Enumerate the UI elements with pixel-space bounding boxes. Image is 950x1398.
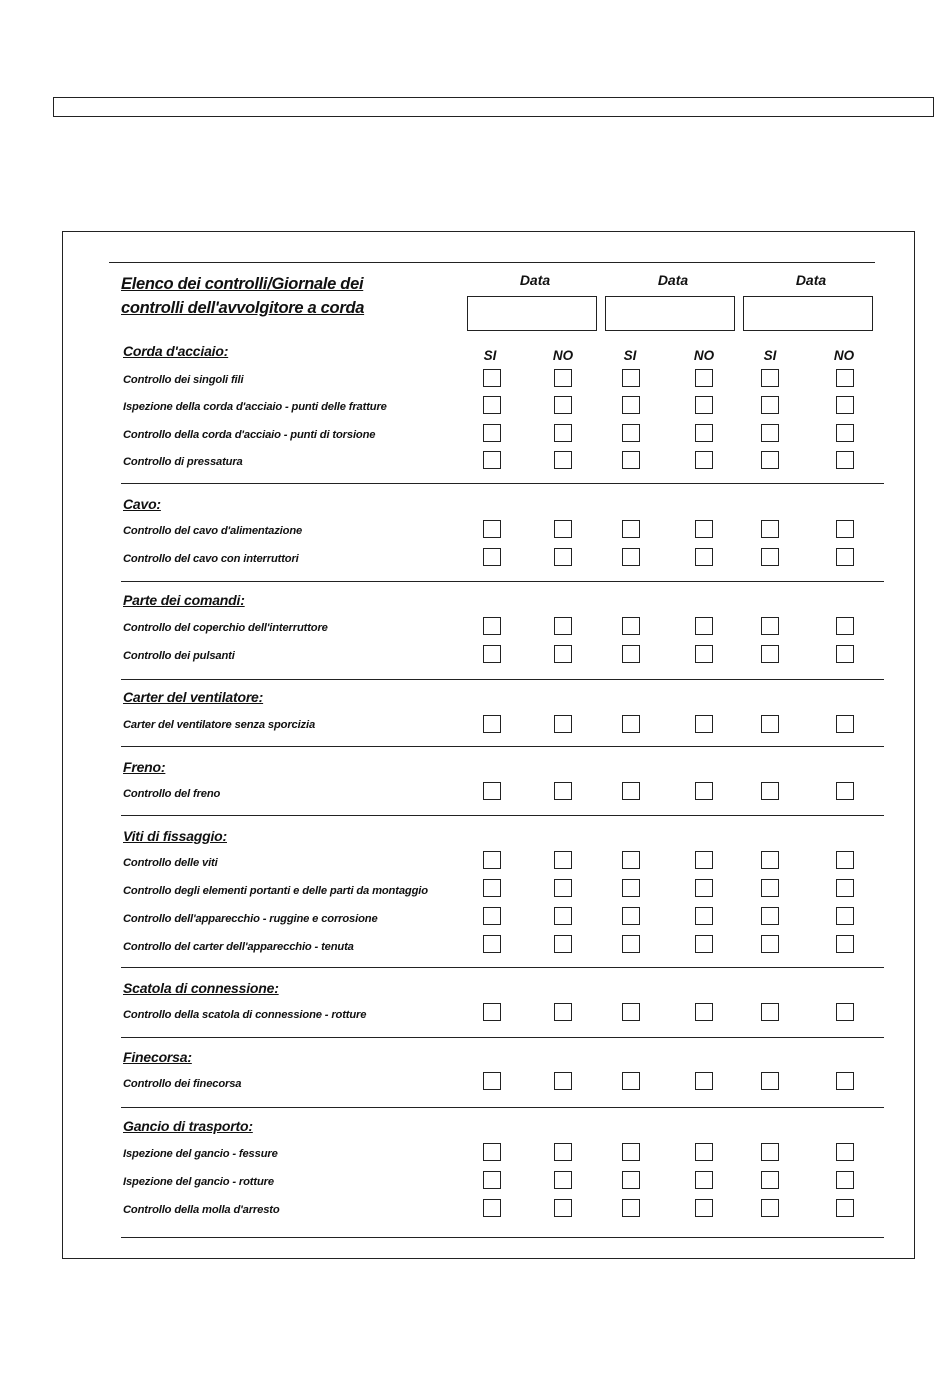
si-checkbox-2[interactable] (622, 520, 640, 538)
check-item-label: Controllo della scatola di connessione - rotture (123, 1009, 367, 1021)
date-header-1: Data (519, 272, 551, 288)
no-checkbox-3[interactable] (836, 451, 854, 469)
no-checkbox-2[interactable] (695, 1072, 713, 1090)
si-checkbox-1[interactable] (483, 369, 501, 387)
check-item-label: Controllo delle viti (123, 857, 218, 869)
no-checkbox-1[interactable] (554, 1072, 572, 1090)
si-checkbox-1[interactable] (483, 548, 501, 566)
si-checkbox-2[interactable] (622, 1171, 640, 1189)
check-item-label: Controllo dei singoli fili (123, 374, 244, 386)
no-checkbox-2[interactable] (695, 548, 713, 566)
si-checkbox-1[interactable] (483, 1171, 501, 1189)
si-checkbox-1[interactable] (483, 451, 501, 469)
no-checkbox-2[interactable] (695, 369, 713, 387)
date-input-2[interactable] (605, 296, 735, 331)
no-checkbox-3[interactable] (836, 424, 854, 442)
no-checkbox-1[interactable] (554, 851, 572, 869)
si-checkbox-3[interactable] (761, 715, 779, 733)
title-line-1: Elenco dei controlli/Giornale dei (121, 275, 364, 293)
si-checkbox-3[interactable] (761, 369, 779, 387)
top-divider (109, 262, 875, 263)
section-title: Viti di fissaggio: (123, 828, 227, 844)
no-checkbox-3[interactable] (836, 617, 854, 635)
section-title: Gancio di trasporto: (123, 1118, 253, 1134)
no-checkbox-2[interactable] (695, 645, 713, 663)
no-checkbox-2[interactable] (695, 1143, 713, 1161)
no-checkbox-3[interactable] (836, 1171, 854, 1189)
si-checkbox-3[interactable] (761, 1143, 779, 1161)
si-checkbox-2[interactable] (622, 1072, 640, 1090)
no-checkbox-1[interactable] (554, 907, 572, 925)
no-checkbox-1[interactable] (554, 715, 572, 733)
no-checkbox-1[interactable] (554, 1171, 572, 1189)
no-checkbox-3[interactable] (836, 1143, 854, 1161)
section-divider (121, 815, 884, 816)
no-checkbox-3[interactable] (836, 548, 854, 566)
section-divider (121, 1237, 884, 1238)
check-item-label: Controllo degli elementi portanti e delle parti da montaggio (123, 885, 428, 897)
si-checkbox-2[interactable] (622, 715, 640, 733)
no-checkbox-2[interactable] (695, 1003, 713, 1021)
si-checkbox-3[interactable] (761, 935, 779, 953)
section-divider (121, 679, 884, 680)
check-item-label: Controllo del coperchio dell'interruttore (123, 622, 328, 634)
si-checkbox-2[interactable] (622, 935, 640, 953)
si-checkbox-2[interactable] (622, 907, 640, 925)
no-checkbox-3[interactable] (836, 782, 854, 800)
no-checkbox-1[interactable] (554, 645, 572, 663)
no-checkbox-2[interactable] (695, 451, 713, 469)
check-item-label: Controllo del cavo con interruttori (123, 553, 299, 565)
check-item-label: Controllo del cavo d'alimentazione (123, 525, 303, 537)
no-label-1: NO (552, 348, 574, 363)
si-checkbox-2[interactable] (622, 369, 640, 387)
si-checkbox-1[interactable] (483, 782, 501, 800)
no-checkbox-2[interactable] (695, 782, 713, 800)
si-checkbox-3[interactable] (761, 907, 779, 925)
no-checkbox-3[interactable] (836, 851, 854, 869)
no-label-3: NO (833, 348, 855, 363)
check-item-label: Ispezione della corda d'acciaio - punti delle fratture (123, 401, 387, 413)
si-checkbox-3[interactable] (761, 1003, 779, 1021)
si-checkbox-1[interactable] (483, 879, 501, 897)
no-checkbox-2[interactable] (695, 715, 713, 733)
si-checkbox-1[interactable] (483, 935, 501, 953)
si-checkbox-3[interactable] (761, 424, 779, 442)
si-checkbox-3[interactable] (761, 782, 779, 800)
check-item-label: Controllo dell'apparecchio - ruggine e corrosione (123, 913, 378, 925)
section-divider (121, 967, 884, 968)
si-checkbox-3[interactable] (761, 396, 779, 414)
si-checkbox-1[interactable] (483, 1199, 501, 1217)
no-checkbox-1[interactable] (554, 879, 572, 897)
no-checkbox-2[interactable] (695, 520, 713, 538)
no-checkbox-1[interactable] (554, 424, 572, 442)
si-checkbox-1[interactable] (483, 396, 501, 414)
si-checkbox-2[interactable] (622, 645, 640, 663)
no-checkbox-2[interactable] (695, 851, 713, 869)
si-checkbox-2[interactable] (622, 851, 640, 869)
no-checkbox-3[interactable] (836, 907, 854, 925)
no-checkbox-1[interactable] (554, 1143, 572, 1161)
check-item-label: Ispezione del gancio - fessure (123, 1148, 278, 1160)
check-item-label: Controllo del carter dell'apparecchio - tenuta (123, 941, 354, 953)
si-checkbox-3[interactable] (761, 879, 779, 897)
check-item-label: Controllo della corda d'acciaio - punti di torsione (123, 429, 376, 441)
si-checkbox-1[interactable] (483, 1003, 501, 1021)
si-checkbox-2[interactable] (622, 1143, 640, 1161)
si-checkbox-3[interactable] (761, 1199, 779, 1217)
check-item-label: Controllo del freno (123, 788, 221, 800)
no-checkbox-2[interactable] (695, 907, 713, 925)
si-label-1: SI (483, 348, 497, 363)
section-divider (121, 746, 884, 747)
si-checkbox-3[interactable] (761, 851, 779, 869)
si-checkbox-3[interactable] (761, 645, 779, 663)
checklist-title (121, 272, 451, 320)
si-checkbox-2[interactable] (622, 1199, 640, 1217)
no-checkbox-1[interactable] (554, 1003, 572, 1021)
title-line-2: controlli dell'avvolgitore a corda (121, 299, 365, 317)
section-title: Freno: (123, 759, 166, 775)
no-checkbox-1[interactable] (554, 520, 572, 538)
si-checkbox-1[interactable] (483, 715, 501, 733)
si-checkbox-3[interactable] (761, 617, 779, 635)
no-checkbox-1[interactable] (554, 369, 572, 387)
si-checkbox-1[interactable] (483, 645, 501, 663)
check-item-label: Controllo dei finecorsa (123, 1078, 242, 1090)
si-checkbox-3[interactable] (761, 1171, 779, 1189)
no-checkbox-1[interactable] (554, 1199, 572, 1217)
si-checkbox-2[interactable] (622, 879, 640, 897)
si-checkbox-2[interactable] (622, 396, 640, 414)
check-item-label: Controllo di pressatura (123, 456, 243, 468)
si-checkbox-2[interactable] (622, 424, 640, 442)
date-input-1[interactable] (467, 296, 597, 331)
si-checkbox-3[interactable] (761, 451, 779, 469)
no-checkbox-1[interactable] (554, 451, 572, 469)
si-checkbox-2[interactable] (622, 782, 640, 800)
si-checkbox-2[interactable] (622, 617, 640, 635)
date-input-3[interactable] (743, 296, 873, 331)
no-checkbox-3[interactable] (836, 369, 854, 387)
header-bar (53, 97, 934, 117)
no-checkbox-2[interactable] (695, 879, 713, 897)
section-title: Carter del ventilatore: (123, 689, 264, 705)
si-label-3: SI (763, 348, 777, 363)
si-checkbox-2[interactable] (622, 548, 640, 566)
date-header-2: Data (657, 272, 689, 288)
no-checkbox-1[interactable] (554, 617, 572, 635)
si-checkbox-1[interactable] (483, 1143, 501, 1161)
si-checkbox-2[interactable] (622, 1003, 640, 1021)
no-checkbox-3[interactable] (836, 935, 854, 953)
no-checkbox-2[interactable] (695, 617, 713, 635)
section-divider (121, 1107, 884, 1108)
section-title: Finecorsa: (123, 1049, 192, 1065)
no-checkbox-1[interactable] (554, 782, 572, 800)
date-header-3: Data (795, 272, 827, 288)
si-checkbox-1[interactable] (483, 520, 501, 538)
si-checkbox-1[interactable] (483, 1072, 501, 1090)
check-item-label: Carter del ventilatore senza sporcizia (123, 719, 316, 731)
si-checkbox-3[interactable] (761, 1072, 779, 1090)
no-checkbox-3[interactable] (836, 1003, 854, 1021)
no-checkbox-3[interactable] (836, 520, 854, 538)
no-label-2: NO (693, 348, 715, 363)
no-checkbox-3[interactable] (836, 645, 854, 663)
no-checkbox-2[interactable] (695, 424, 713, 442)
check-item-label: Controllo della molla d'arresto (123, 1204, 280, 1216)
section-title: Parte dei comandi: (123, 592, 245, 608)
si-checkbox-2[interactable] (622, 451, 640, 469)
no-checkbox-2[interactable] (695, 1199, 713, 1217)
si-checkbox-1[interactable] (483, 424, 501, 442)
no-checkbox-3[interactable] (836, 715, 854, 733)
si-checkbox-3[interactable] (761, 520, 779, 538)
section-divider (121, 483, 884, 484)
si-label-2: SI (623, 348, 637, 363)
si-checkbox-3[interactable] (761, 548, 779, 566)
check-item-label: Ispezione del gancio - rotture (123, 1176, 274, 1188)
no-checkbox-1[interactable] (554, 396, 572, 414)
no-checkbox-3[interactable] (836, 1072, 854, 1090)
section-divider (121, 581, 884, 582)
section-divider (121, 1037, 884, 1038)
si-checkbox-1[interactable] (483, 907, 501, 925)
section-title: Scatola di connessione: (123, 980, 279, 996)
no-checkbox-3[interactable] (836, 396, 854, 414)
si-checkbox-1[interactable] (483, 851, 501, 869)
section-title: Corda d'acciaio: (123, 343, 229, 359)
no-checkbox-2[interactable] (695, 1171, 713, 1189)
no-checkbox-2[interactable] (695, 935, 713, 953)
no-checkbox-1[interactable] (554, 548, 572, 566)
si-checkbox-1[interactable] (483, 617, 501, 635)
no-checkbox-2[interactable] (695, 396, 713, 414)
no-checkbox-1[interactable] (554, 935, 572, 953)
check-item-label: Controllo dei pulsanti (123, 650, 235, 662)
section-title: Cavo: (123, 496, 161, 512)
no-checkbox-3[interactable] (836, 879, 854, 897)
no-checkbox-3[interactable] (836, 1199, 854, 1217)
